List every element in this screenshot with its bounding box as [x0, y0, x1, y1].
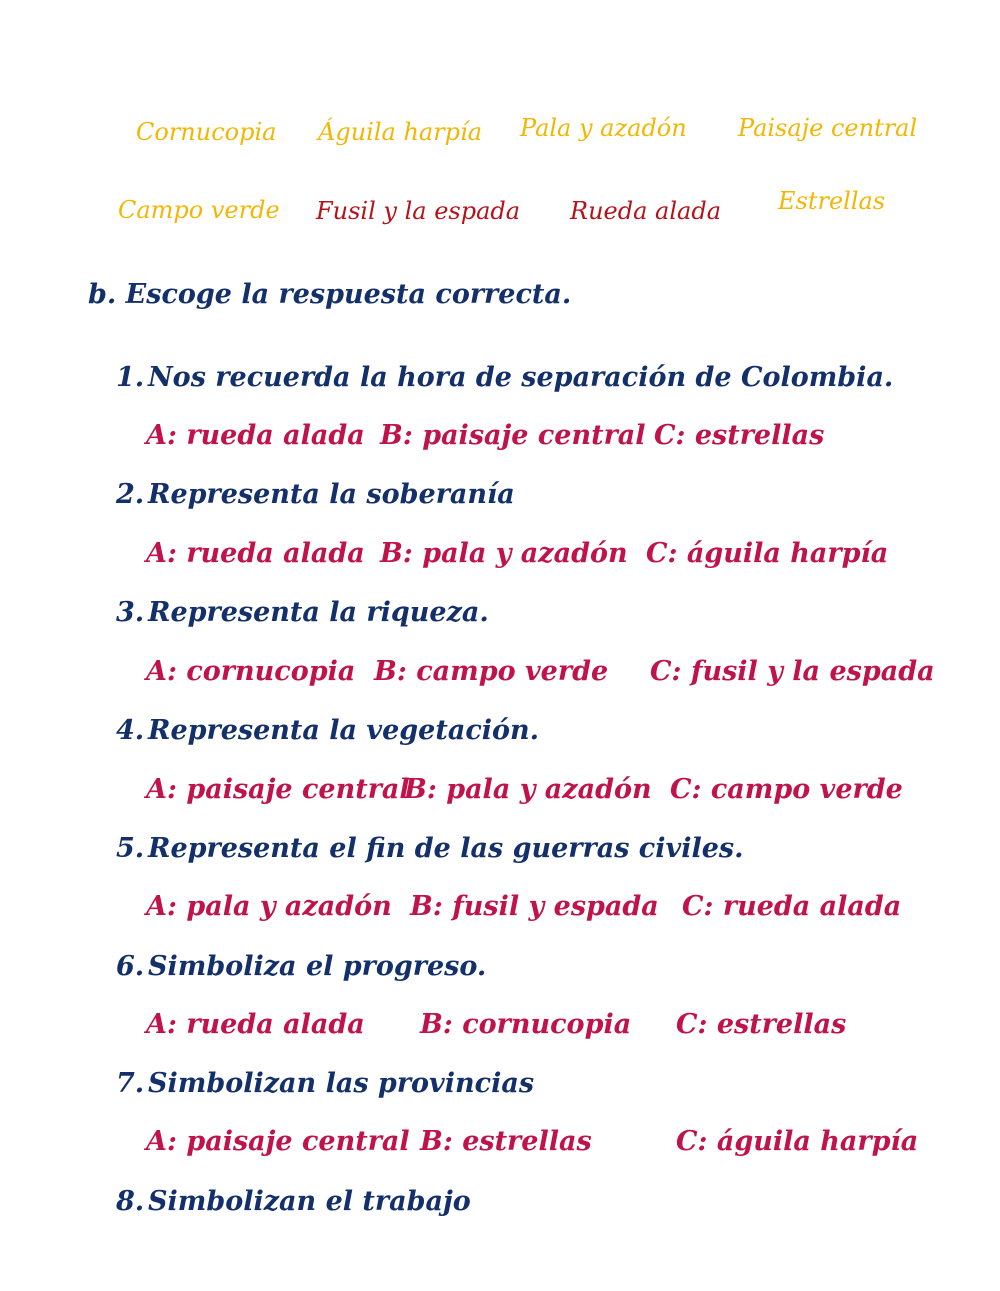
- word-bank-item[interactable]: Paisaje central: [738, 114, 918, 142]
- question-text: Simbolizan el trabajo: [148, 1186, 471, 1217]
- question-text: Nos recuerda la hora de separación de Colombia.: [148, 362, 894, 393]
- option-a[interactable]: A: paisaje central: [146, 1126, 410, 1157]
- option-c[interactable]: C: águila harpía: [646, 538, 889, 569]
- question-number: 7.: [116, 1068, 145, 1099]
- question-6: [116, 953, 486, 980]
- option-c[interactable]: C: águila harpía: [676, 1126, 919, 1157]
- option-c[interactable]: C: estrellas: [654, 420, 825, 451]
- question-text: Representa la riqueza.: [148, 597, 489, 628]
- option-c[interactable]: C: fusil y la espada: [650, 656, 935, 687]
- question-number: 2.: [116, 479, 145, 510]
- word-bank-item[interactable]: Rueda alada: [570, 197, 721, 225]
- option-b[interactable]: B: campo verde: [374, 656, 609, 687]
- question-text: Simbolizan las provincias: [148, 1068, 535, 1099]
- option-a[interactable]: A: rueda alada: [146, 538, 365, 569]
- word-bank-item[interactable]: Fusil y la espada: [316, 197, 521, 225]
- option-b[interactable]: B: cornucopia: [420, 1009, 632, 1040]
- question-number: 6.: [116, 951, 145, 982]
- question-number: 1.: [116, 362, 145, 393]
- word-bank-item[interactable]: Campo verde: [118, 196, 280, 224]
- option-c[interactable]: C: rueda alada: [682, 891, 902, 922]
- question-number: 3.: [116, 597, 145, 628]
- question-text: Representa la soberanía: [148, 479, 515, 510]
- word-bank-item[interactable]: Estrellas: [778, 187, 886, 215]
- question-text: Simboliza el progreso.: [148, 951, 487, 982]
- option-a[interactable]: A: rueda alada: [146, 1009, 365, 1040]
- option-b[interactable]: B: fusil y espada: [410, 891, 659, 922]
- question-8: [116, 1188, 471, 1215]
- question-number: 4.: [116, 715, 145, 746]
- question-3: [116, 599, 489, 626]
- question-5: [116, 835, 744, 862]
- option-a[interactable]: A: rueda alada: [146, 420, 365, 451]
- question-2: [116, 481, 515, 508]
- option-b[interactable]: B: paisaje central: [380, 420, 646, 451]
- question-number: 5.: [116, 833, 145, 864]
- question-4: [116, 717, 539, 744]
- option-b[interactable]: B: estrellas: [420, 1126, 592, 1157]
- question-7: [116, 1070, 534, 1097]
- question-1: [116, 364, 893, 391]
- option-a[interactable]: A: cornucopia: [146, 656, 356, 687]
- option-a[interactable]: A: paisaje central: [146, 774, 410, 805]
- question-number: 8.: [116, 1186, 145, 1217]
- option-b[interactable]: B: pala y azadón: [404, 774, 652, 805]
- word-bank-item[interactable]: Águila harpía: [318, 118, 483, 146]
- option-c[interactable]: C: campo verde: [670, 774, 903, 805]
- word-bank-item[interactable]: Pala y azadón: [520, 114, 687, 142]
- option-c[interactable]: C: estrellas: [676, 1009, 847, 1040]
- question-text: Representa el fin de las guerras civiles.: [148, 833, 744, 864]
- word-bank-item[interactable]: Cornucopia: [136, 118, 277, 146]
- instruction-heading: b. Escoge la respuesta correcta.: [88, 279, 572, 310]
- question-text: Representa la vegetación.: [148, 715, 540, 746]
- option-a[interactable]: A: pala y azadón: [146, 891, 392, 922]
- option-b[interactable]: B: pala y azadón: [380, 538, 628, 569]
